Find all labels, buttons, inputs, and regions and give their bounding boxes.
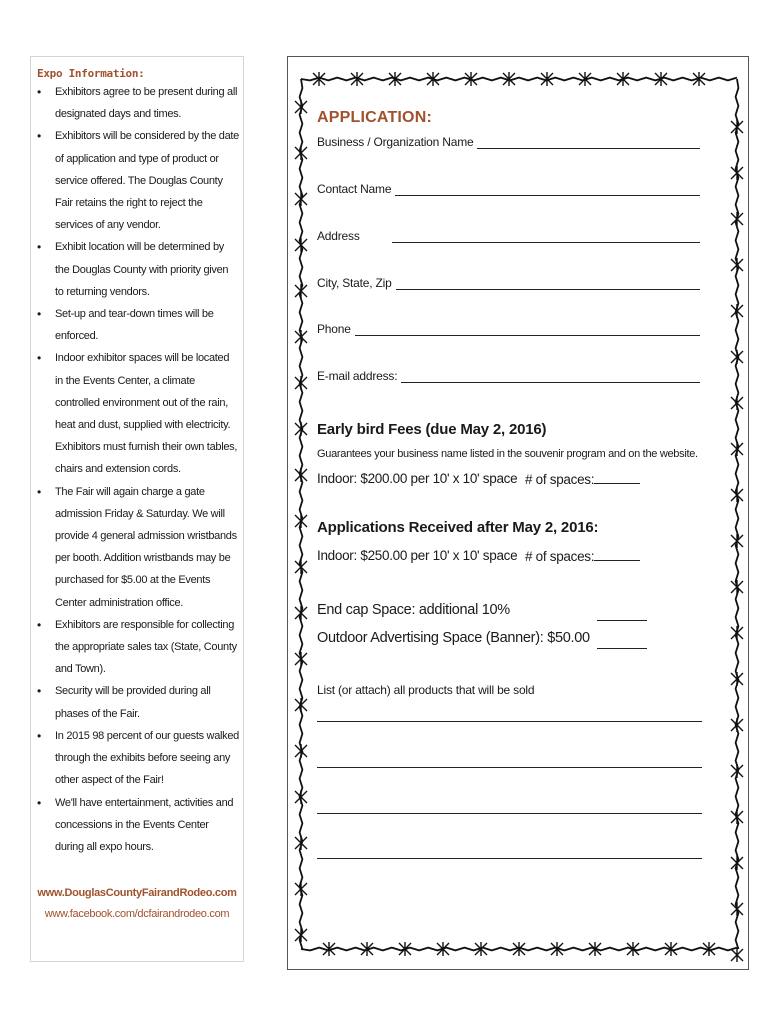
phone-field[interactable] [317, 322, 700, 336]
business-name-line[interactable] [477, 147, 700, 149]
early-bird-note: Guarantees your business name listed in the souvenir program and on the website. [317, 448, 698, 460]
application-form [287, 56, 749, 970]
expo-item: • Exhibitors agree to be present during all designated days and times. [37, 81, 239, 125]
address-line[interactable] [392, 241, 700, 243]
early-bird-spaces-label: # of spaces: [525, 472, 595, 487]
outdoor-banner-line [317, 630, 590, 646]
business-name-field[interactable] [317, 135, 700, 149]
contact-name-line[interactable] [395, 194, 700, 196]
early-bird-spaces-blank[interactable] [594, 471, 640, 484]
early-bird-indoor-fee [317, 471, 595, 487]
outdoor-banner-label: Outdoor Advertising Space (Banner): $50.00 [317, 630, 590, 646]
business-name-label: Business / Organization Name [317, 135, 474, 149]
expo-item: • Security will be provided during all phases of the Fair. [37, 680, 239, 724]
application-title: APPLICATION: [317, 109, 432, 126]
product-line[interactable] [317, 813, 702, 814]
end-cap-line [317, 602, 510, 618]
end-cap-blank[interactable] [597, 620, 647, 621]
facebook-link[interactable]: www.facebook.com/dcfairandrodeo.com [44, 908, 230, 920]
expo-item: • Exhibitors will be considered by the date of application and type of product or service offered. The Douglas County Fair retains the right to reject the services of any vendor. [37, 125, 239, 236]
early-bird-indoor-label: Indoor: $200.00 per 10' x 10' space [317, 471, 518, 486]
expo-item: • Set-up and tear-down times will be enforced. [37, 303, 239, 347]
expo-item: • The Fair will again charge a gate admission Friday & Saturday. We will provide 4 general admission wristbands per booth. Addition wristbands may be purchased for $5.00 at the Events Center administration office. [37, 481, 239, 614]
late-indoor-fee [317, 548, 595, 564]
product-line[interactable] [317, 721, 702, 722]
late-spaces-label: # of spaces: [525, 549, 595, 564]
address-label: Address [317, 229, 360, 243]
city-state-zip-line[interactable] [396, 288, 700, 290]
email-line[interactable] [401, 381, 700, 383]
contact-name-label: Contact Name [317, 182, 392, 196]
products-label: List (or attach) all products that will be sold [317, 683, 535, 697]
late-spaces-blank[interactable] [594, 548, 640, 561]
city-state-zip-field[interactable] [317, 276, 700, 290]
late-spaces[interactable] [525, 548, 640, 564]
early-bird-heading: Early bird Fees (due May 2, 2016) [317, 421, 547, 438]
web-links [31, 883, 243, 925]
expo-info-panel [30, 56, 244, 962]
email-field[interactable] [317, 369, 700, 383]
email-label: E-mail address: [317, 369, 398, 383]
website-link[interactable]: www.DouglasCountyFairandRodeo.com [37, 887, 237, 899]
phone-label: Phone [317, 322, 351, 336]
product-line[interactable] [317, 858, 702, 859]
product-line[interactable] [317, 767, 702, 768]
expo-info-title: Expo Information: [37, 67, 145, 80]
expo-item: • In 2015 98 percent of our guests walked through the exhibits before seeing any other aspect of the Fair! [37, 725, 239, 792]
outdoor-banner-blank[interactable] [597, 648, 647, 649]
expo-item: • Indoor exhibitor spaces will be located in the Events Center, a climate controlled environment out of the rain, heat and dust, supplied with electricity. Exhibitors must furnish their own tables, chairs and extension cords. [37, 347, 239, 480]
late-indoor-label: Indoor: $250.00 per 10' x 10' space [317, 548, 518, 563]
late-heading: Applications Received after May 2, 2016: [317, 519, 599, 536]
address-field[interactable] [317, 229, 700, 243]
expo-info-list [37, 81, 239, 858]
city-state-zip-label: City, State, Zip [317, 276, 392, 290]
early-bird-spaces[interactable] [525, 471, 640, 487]
expo-item: • Exhibitors are responsible for collecting the appropriate sales tax (State, County and Town). [37, 614, 239, 681]
contact-name-field[interactable] [317, 182, 700, 196]
expo-item: • Exhibit location will be determined by the Douglas County with priority given to returning vendors. [37, 236, 239, 303]
expo-item: • We'll have entertainment, activities and concessions in the Events Center during all expo hours. [37, 792, 239, 859]
phone-line[interactable] [355, 334, 700, 336]
end-cap-label: End cap Space: additional 10% [317, 602, 510, 618]
